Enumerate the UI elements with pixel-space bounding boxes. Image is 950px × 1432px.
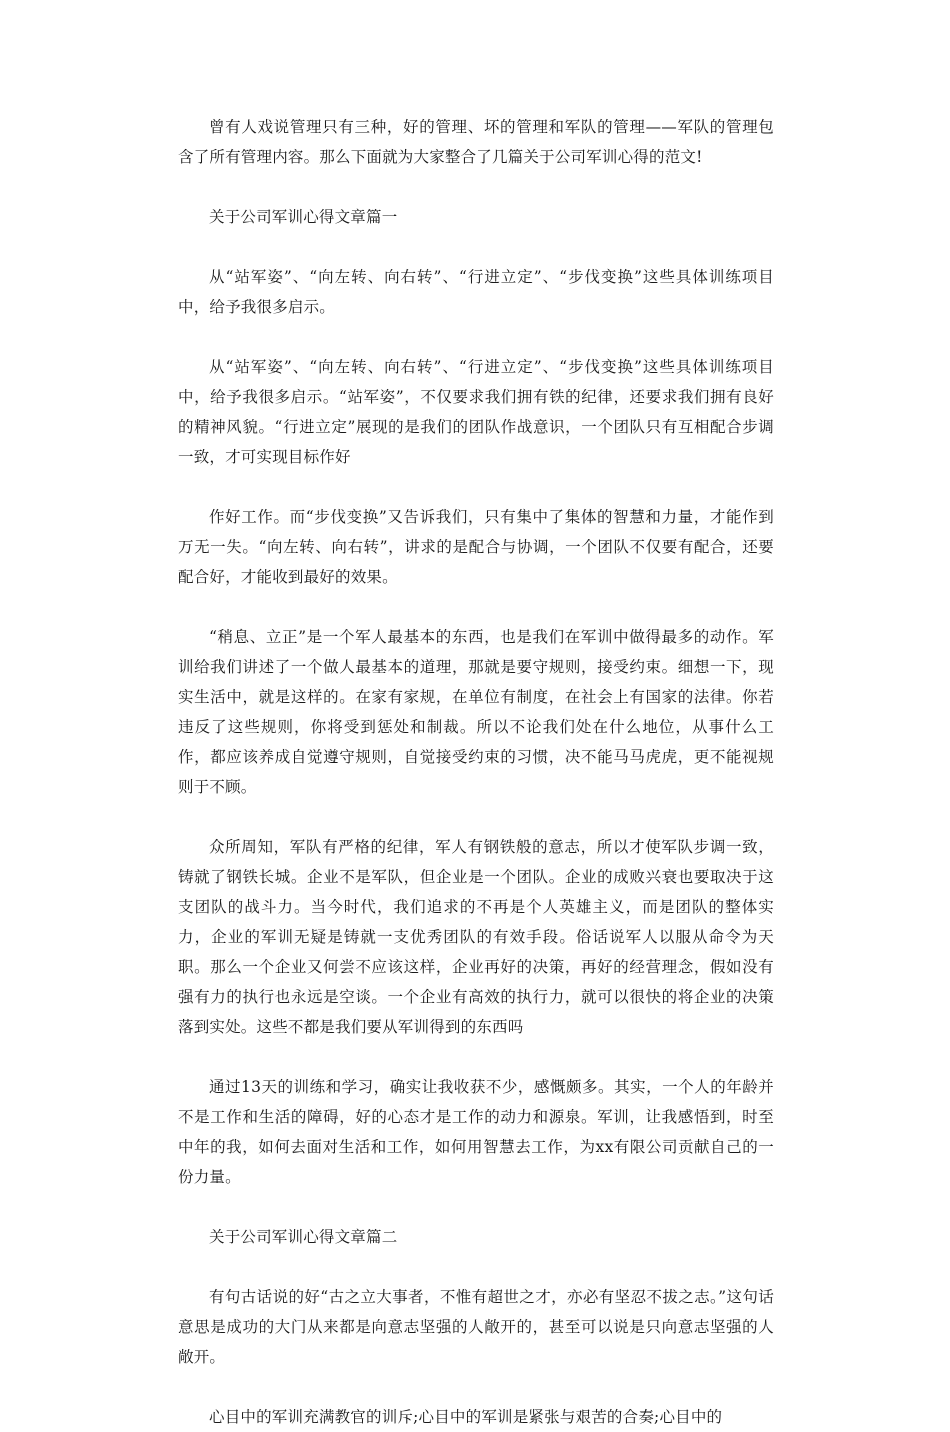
body-paragraph: 作好工作。而“步伐变换”又告诉我们，只有集中了集体的智慧和力量，才能作到万无一失。“向左转、向右转”，讲求的是配合与协调，一个团队不仅要有配合，还要配合好，才能收到最好的效果。	[178, 508, 774, 586]
section-heading-1: 关于公司军训心得文章篇一	[209, 208, 398, 226]
document-body	[178, 112, 774, 1432]
body-paragraph: 通过13天的训练和学习，确实让我收获不少，感慨颇多。其实，一个人的年龄并不是工作和生活的障碍，好的心态才是工作的动力和源泉。军训，让我感悟到，时至中年的我，如何去面对生活和工作，如何用智慧去工作，为xx有限公司贡献自己的一份力量。	[178, 1078, 774, 1186]
intro-paragraph: 曾有人戏说管理只有三种，好的管理、坏的管理和军队的管理——军队的管理包含了所有管理内容。那么下面就为大家整合了几篇关于公司军训心得的范文!	[178, 118, 774, 166]
body-paragraph: “稍息、立正”是一个军人最基本的东西，也是我们在军训中做得最多的动作。军训给我们讲述了一个做人最基本的道理，那就是要守规则，接受约束。细想一下，现实生活中，就是这样的。在家有家规，在单位有制度，在社会上有国家的法律。你若违反了这些规则，你将受到惩处和制裁。所以不论我们处在什么地位，从事什么工作，都应该养成自觉遵守规则，自觉接受约束的习惯，决不能马马虎虎，更不能视规则于不顾。	[178, 628, 774, 796]
body-paragraph: 心目中的军训充满教官的训斥;心目中的军训是紧张与艰苦的合奏;心目中的	[209, 1408, 723, 1426]
body-paragraph: 有句古话说的好“古之立大事者，不惟有超世之才，亦必有坚忍不拔之志。”这句话意思是成功的大门从来都是向意志坚强的人敞开的，甚至可以说是只向意志坚强的人敞开。	[178, 1288, 774, 1366]
section-heading-2: 关于公司军训心得文章篇二	[209, 1228, 398, 1246]
body-paragraph: 众所周知，军队有严格的纪律，军人有钢铁般的意志，所以才使军队步调一致，铸就了钢铁长城。企业不是军队，但企业是一个团队。企业的成败兴衰也要取决于这支团队的战斗力。当今时代，我们追求的不再是个人英雄主义，而是团队的整体实力，企业的军训无疑是铸就一支优秀团队的有效手段。俗话说军人以服从命令为天职。那么一个企业又何尝不应该这样，企业再好的决策，再好的经营理念，假如没有强有力的执行也永远是空谈。一个企业有高效的执行力，就可以很快的将企业的决策落到实处。这些不都是我们要从军训得到的东西吗	[178, 838, 774, 1036]
body-paragraph: 从“站军姿”、“向左转、向右转”、“行进立定”、“步伐变换”这些具体训练项目中，给予我很多启示。“站军姿”，不仅要求我们拥有铁的纪律，还要求我们拥有良好的精神风貌。“行进立定”展现的是我们的团队作战意识，一个团队只有互相配合步调一致，才可实现目标作好	[178, 358, 774, 466]
body-paragraph: 从“站军姿”、“向左转、向右转”、“行进立定”、“步伐变换”这些具体训练项目中，给予我很多启示。	[178, 268, 774, 316]
